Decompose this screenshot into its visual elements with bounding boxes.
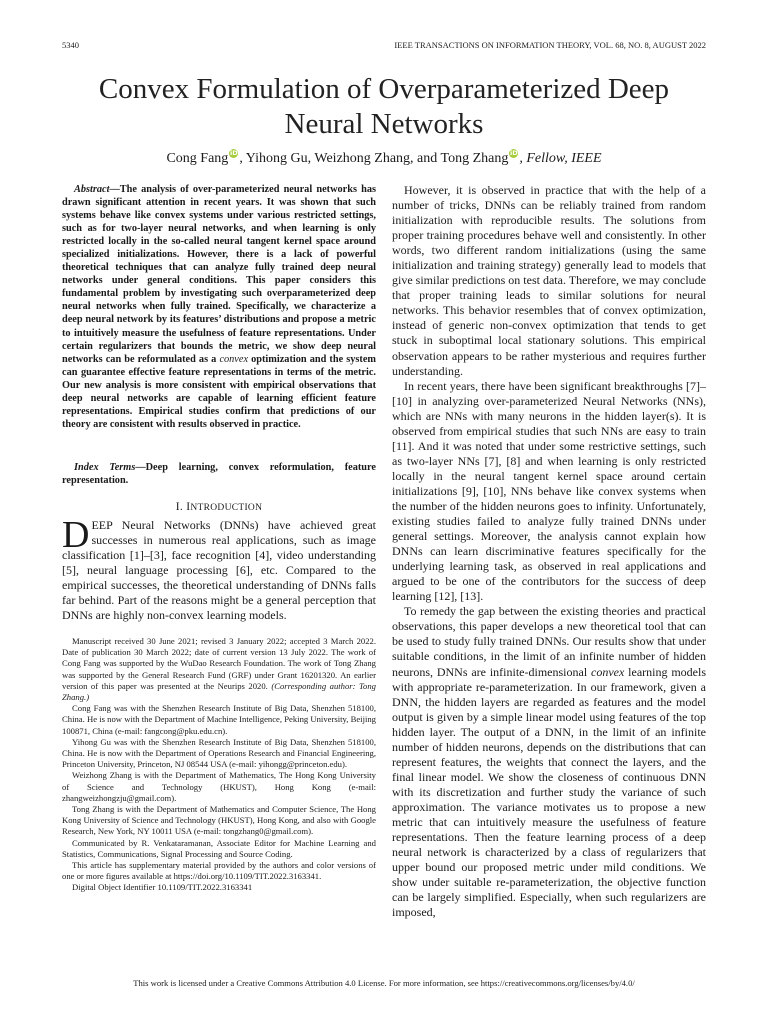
footnote-supplementary: This article has supplementary material provided by the authors and color versions of one or more figures available at https://doi.org/10.1109/TIT.2022.3163341. <box>62 860 376 882</box>
abstract-text: —The analysis of over-parameterized neural networks has drawn significant attention in recent years. It was shown that such systems behave like convex systems under various restricted settings, such as for two-layer neural networks, and when learning is only restricted locally in the so-called neural tangent kernel space around specialized initializations. However, there is a lack of powerful theoretical techniques that can analyze fully trained deep neural networks under general conditions. This paper considers this fundamental problem by investigating such overparameterized deep neural networks when fully trained. Specifically, we characterize a deep neural network by its features’ distributions and propose a metric to intuitively measure the usefulness of feature representations. Under certain regularizers that bounds the metric, we show deep neural networks can be reformulated as a <box>62 184 376 365</box>
section-heading <box>62 500 376 515</box>
author-names: , Yihong Gu, Weizhong Zhang, and Tong Zhang <box>239 151 509 166</box>
abstract-text: optimization and the system can guarantee effective feature representations in terms of the metric. Our new analysis is more consistent with empirical observations that deep neural networks are capable of learning efficient feature representations. Empirical studies confirm that predictions of our theory are consistent with results observed in practice. <box>62 353 376 430</box>
footnotes <box>62 636 376 894</box>
body-paragraph: In recent years, there have been significant breakthroughs [7]–[10] in analyzing over-parameterized Neural Networks (NNs), which are NNs with many neurons in the hidden layer(s). It is observed from empirical studies that such NNs are easy to train [11]. And it was noted that under some restrictive settings, such as two-layer NNs [7], [8] and when learning is only restricted locally in the neural tangent kernel space around certain initializations [9], [10], NNs behave like convex systems when the number of the hidden neurons goes to infinity. Unfortunately, existing studies failed to analyze fully trained DNNs under general settings. Moreover, the analysis cannot explain how DNNs can learn discriminative features specifically for the underlying learning task, as observed in real applications and argued to be one of the contributors for the success of deep learning [12], [13]. <box>392 378 706 604</box>
footnote-affiliation: Yihong Gu was with the Shenzhen Research Institute of Big Data, Shenzhen 518100, China. He is now with the Department of Operations Research and Financial Engineering, Princeton University, Princeton, NJ 08544 USA (e-mail: yihongg@princeton.edu). <box>62 736 376 770</box>
orcid-icon[interactable]: iD <box>230 149 238 157</box>
journal-citation: IEEE TRANSACTIONS ON INFORMATION THEORY, VOL. 68, NO. 8, AUGUST 2022 <box>394 40 706 50</box>
drop-cap: D <box>62 514 90 556</box>
author-name: Cong Fang <box>166 151 229 166</box>
license-footer: This work is licensed under a Creative Commons Attribution 4.0 License. For more information, see https://creativecommons.org/licenses/by/4.0/ <box>133 978 635 988</box>
footnote-communicated: Communicated by R. Venkataramanan, Associate Editor for Machine Learning and Statistics, Communications, Signal Processing and Source Coding. <box>62 837 376 859</box>
abstract <box>62 183 376 431</box>
section-title: NTRODUCTION <box>190 503 263 513</box>
body-paragraph: However, it is observed in practice that with the help of a number of tricks, DNNs can be reliably trained from random initialization with reproducible results. The solutions from proper training procedures behave well and consistently. In other words, two different random initializations (using the same initialization and training strategy) generally lead to models that give similar predictions on test data. Therefore, we may conclude that proper training leads to similar solutions for neural networks. This behavior resembles that of convex optimization, instead of generic non-convex optimization that tends to get stuck in suboptimal local stationary solutions. This empirical observation appears to be rather mysterious and requires further understanding. <box>392 183 707 378</box>
footnote-manuscript: Manuscript received 30 June 2021; revised 3 January 2022; accepted 3 March 2022. Date of publication 30 March 2022; date of current version 13 July 2022. The work of Cong Fang was supported by the WuDao Research Foundation. The work of Tong Zhang was supported by the General Research Fund (GRF) under Grant 16201320. An earlier version of this paper was presented at the Neurips 2020. (Corresponding author: Tong Zhang.) <box>62 636 376 703</box>
footnote-doi: Digital Object Identifier 10.1109/TIT.2022.3163341 <box>72 882 253 893</box>
footnote-affiliation: Weizhong Zhang is with the Department of Mathematics, The Hong Kong University of Science and Technology (HKUST), Hong Kong (e-mail: zhangweizhongzju@gmail.com). <box>62 770 376 803</box>
right-column <box>392 183 706 920</box>
abstract-label: Abstract <box>74 184 110 195</box>
page-number: 5340 <box>62 40 79 50</box>
author-line <box>62 149 706 168</box>
index-terms <box>62 461 376 487</box>
index-terms-text: —Deep learning, convex reformulation, feature representation. <box>62 462 376 487</box>
intro-text: EEP Neural Networks (DNNs) have achieved great successes in numerous real applications, such as image classification [1]–[3], face recognition [4], video understanding [5], neural language processing [6], etc. Compared to the empirical successes, the theoretical understanding of DNNs falls far behind. Part of the reasons might be a general perception that DNNs are highly non-convex learning models. <box>62 518 376 623</box>
orcid-icon[interactable]: iD <box>510 149 518 157</box>
footnote-affiliation: Tong Zhang is with the Department of Mathematics and Computer Science, The Hong Kong University of Science and Technology (HKUST), Hong Kong, and also with Google Research, New York, NY 10011 USA (e-mail: tongzhang0@gmail.com). <box>62 804 376 837</box>
paper-title: Convex Formulation of Overparameterized Deep Neural Networks <box>98 73 670 140</box>
introduction-paragraph <box>62 514 376 623</box>
footnote-affiliation: Cong Fang was with the Shenzhen Research Institute of Big Data, Shenzhen 518100, China. He is now with the Department of Machine Intelligence, Peking University, Beijing 100871, China (e-mail: fangcong@pku.edu.cn). <box>62 703 376 736</box>
body-paragraph: To remedy the gap between the existing theories and practical observations, this paper develops a new theoretical tool that can be used to study fully trained DNNs. Our results show that under suitable conditions, in the limit of an infinite number of hidden neurons, DNNs are infinite-dimensional convex learning models with appropriate re-parameterization. In our framework, given a DNN, the hidden layers are regarded as features and the model output is given by a simple linear model using features of the top hidden layer. The output of a DNN, in the limit of an infinite number of hidden neurons, depends on the distributions that can represent features, the weights that connect the layers, and the final linear model. We show the closeness of continuous DNN with its discretization and further study the variance of such approximation. The variance motivates us to propose a new metric that can intuitively measure the usefulness of feature representations. Then the feature learning process of a deep neural network is characterized by a class of regularizers that upper bound our proposed metric under mild conditions. We show under suitable re-parameterization, the objective function can be largely simplified. Especially, when such regularizers are imposed, <box>392 604 707 920</box>
section-numeral: I. I <box>175 501 191 513</box>
author-membership: , Fellow, IEEE <box>519 151 602 166</box>
index-terms-label: Index Terms <box>74 462 136 473</box>
running-header <box>62 40 706 52</box>
abstract-emphasis: convex <box>219 353 249 365</box>
